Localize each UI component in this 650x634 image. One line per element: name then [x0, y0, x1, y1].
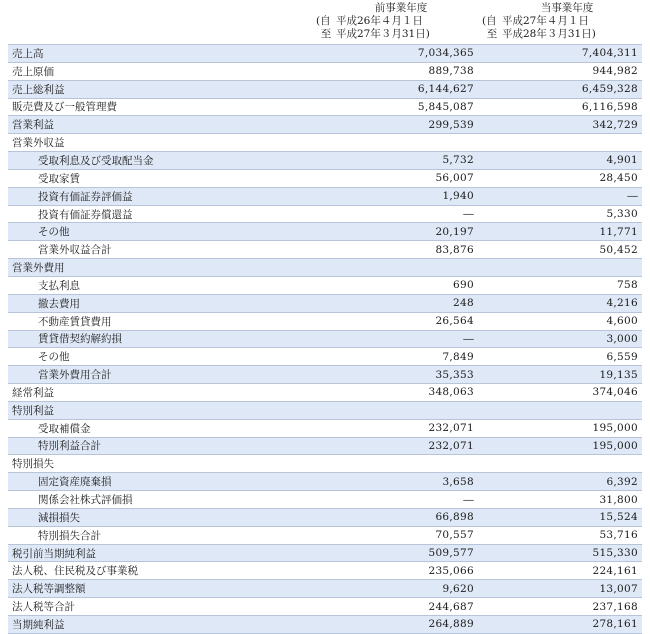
prev-year-value: 35,353: [314, 366, 484, 384]
curr-year-value: 374,046: [484, 384, 642, 402]
prev-year-value: 1,940: [314, 187, 484, 205]
table-row: [8, 366, 642, 384]
curr-year-value: [484, 134, 642, 152]
prev-year-value: 66,898: [314, 508, 484, 526]
row-label: 法人税等調整額: [8, 580, 314, 598]
row-label: 減損損失: [8, 508, 314, 526]
curr-to-key: 至: [486, 28, 498, 40]
table-row: [8, 312, 642, 330]
statement-table: [8, 44, 642, 634]
row-label: 法人税等合計: [8, 598, 314, 616]
table-row: [8, 544, 642, 562]
prev-year-value: 70,557: [314, 526, 484, 544]
curr-year-value: 53,716: [484, 526, 642, 544]
row-label: 売上原価: [8, 62, 314, 80]
row-label: 賃貸借契約解約損: [8, 330, 314, 348]
period-header: [0, 0, 650, 44]
table-row: [8, 187, 642, 205]
curr-year-value: 6,392: [484, 473, 642, 491]
row-label: 税引前当期純利益: [8, 544, 314, 562]
prev-year-value: 5,845,087: [314, 98, 484, 116]
curr-year-value: [484, 259, 642, 277]
row-label: 受取家賃: [8, 169, 314, 187]
curr-year-value: 4,600: [484, 312, 642, 330]
table-row: [8, 116, 642, 134]
table-row: [8, 45, 642, 63]
table-row: [8, 348, 642, 366]
curr-year-value: 3,000: [484, 330, 642, 348]
table-row: [8, 205, 642, 223]
table-row: [8, 491, 642, 509]
row-label: 受取利息及び受取配当金: [8, 152, 314, 170]
table-row: [8, 134, 642, 152]
prev-year-value: 690: [314, 276, 484, 294]
curr-period-to: [482, 28, 642, 41]
table-row: [8, 384, 642, 402]
curr-year-value: 278,161: [484, 616, 642, 634]
prev-year-value: ―: [314, 205, 484, 223]
curr-year-value: 19,135: [484, 366, 642, 384]
curr-year-value: 5,330: [484, 205, 642, 223]
curr-year-value: 195,000: [484, 437, 642, 455]
curr-year-value: 237,168: [484, 598, 642, 616]
prev-year-value: 248: [314, 294, 484, 312]
curr-year-value: 11,771: [484, 223, 642, 241]
curr-year-value: 4,901: [484, 152, 642, 170]
row-label: 特別利益合計: [8, 437, 314, 455]
curr-period-header: [482, 2, 642, 41]
row-label: 営業外収益: [8, 134, 314, 152]
prev-period-header: [316, 2, 476, 41]
statement-body: [8, 45, 642, 634]
prev-year-value: ―: [314, 330, 484, 348]
row-label: その他: [8, 223, 314, 241]
prev-year-value: 232,071: [314, 437, 484, 455]
prev-year-value: 26,564: [314, 312, 484, 330]
prev-to-key: 至: [320, 28, 332, 40]
prev-year-value: [314, 134, 484, 152]
table-row: [8, 437, 642, 455]
table-row: [8, 473, 642, 491]
row-label: 営業外収益合計: [8, 241, 314, 259]
row-label: 営業外費用合計: [8, 366, 314, 384]
row-label: 営業外費用: [8, 259, 314, 277]
prev-period-from: [316, 15, 476, 28]
row-label: 関係会社株式評価損: [8, 491, 314, 509]
table-row: [8, 562, 642, 580]
prev-year-value: 889,738: [314, 62, 484, 80]
prev-year-value: 235,066: [314, 562, 484, 580]
row-label: 特別損失: [8, 455, 314, 473]
prev-to-date: 平成27年３月31日): [336, 28, 430, 40]
prev-year-value: 264,889: [314, 616, 484, 634]
row-label: 特別利益: [8, 401, 314, 419]
table-row: [8, 330, 642, 348]
row-label: 販売費及び一般管理費: [8, 98, 314, 116]
table-row: [8, 241, 642, 259]
prev-from-date: 平成26年４月１日: [336, 15, 423, 27]
curr-year-value: 6,459,328: [484, 80, 642, 98]
table-row: [8, 80, 642, 98]
prev-year-value: 6,144,627: [314, 80, 484, 98]
curr-year-value: 6,116,598: [484, 98, 642, 116]
curr-from-date: 平成27年４月１日: [502, 15, 589, 27]
row-label: 投資有価証券償還益: [8, 205, 314, 223]
curr-period-from: [482, 15, 642, 28]
table-row: [8, 62, 642, 80]
row-label: 固定資産廃棄損: [8, 473, 314, 491]
prev-year-value: 3,658: [314, 473, 484, 491]
table-row: [8, 223, 642, 241]
row-label: 支払利息: [8, 276, 314, 294]
row-label: 当期純利益: [8, 616, 314, 634]
curr-period-title: 当事業年度: [540, 2, 594, 14]
curr-year-value: ―: [484, 187, 642, 205]
table-row: [8, 526, 642, 544]
prev-year-value: 232,071: [314, 419, 484, 437]
curr-year-value: 31,800: [484, 491, 642, 509]
curr-year-value: [484, 401, 642, 419]
curr-year-value: 4,216: [484, 294, 642, 312]
curr-year-value: 13,007: [484, 580, 642, 598]
prev-year-value: 348,063: [314, 384, 484, 402]
table-row: [8, 419, 642, 437]
table-row: [8, 152, 642, 170]
prev-year-value: 20,197: [314, 223, 484, 241]
prev-year-value: [314, 401, 484, 419]
table-row: [8, 580, 642, 598]
row-label: その他: [8, 348, 314, 366]
prev-period-title: 前事業年度: [374, 2, 428, 14]
table-row: [8, 455, 642, 473]
prev-year-value: 509,577: [314, 544, 484, 562]
table-row: [8, 169, 642, 187]
table-row: [8, 598, 642, 616]
curr-year-value: 342,729: [484, 116, 642, 134]
row-label: 経常利益: [8, 384, 314, 402]
prev-year-value: 7,034,365: [314, 45, 484, 63]
prev-year-value: 244,687: [314, 598, 484, 616]
table-row: [8, 98, 642, 116]
curr-year-value: [484, 455, 642, 473]
prev-period-to: [316, 28, 476, 41]
table-row: [8, 401, 642, 419]
prev-year-value: 56,007: [314, 169, 484, 187]
curr-year-value: 515,330: [484, 544, 642, 562]
curr-year-value: 7,404,311: [484, 45, 642, 63]
row-label: 法人税、住民税及び事業税: [8, 562, 314, 580]
row-label: 特別損失合計: [8, 526, 314, 544]
curr-from-key: (自: [482, 15, 497, 27]
prev-year-value: 7,849: [314, 348, 484, 366]
curr-year-value: 224,161: [484, 562, 642, 580]
table-row: [8, 276, 642, 294]
prev-year-value: 83,876: [314, 241, 484, 259]
table-row: [8, 616, 642, 634]
row-label: 不動産賃貸費用: [8, 312, 314, 330]
prev-year-value: 9,620: [314, 580, 484, 598]
prev-year-value: 5,732: [314, 152, 484, 170]
curr-year-value: 944,982: [484, 62, 642, 80]
curr-year-value: 195,000: [484, 419, 642, 437]
row-label: 受取補償金: [8, 419, 314, 437]
prev-year-value: ―: [314, 491, 484, 509]
curr-year-value: 50,452: [484, 241, 642, 259]
prev-year-value: [314, 259, 484, 277]
row-label: 売上総利益: [8, 80, 314, 98]
curr-year-value: 758: [484, 276, 642, 294]
prev-year-value: 299,539: [314, 116, 484, 134]
row-label: 撤去費用: [8, 294, 314, 312]
curr-year-value: 15,524: [484, 508, 642, 526]
curr-year-value: 28,450: [484, 169, 642, 187]
curr-to-date: 平成28年３月31日): [502, 28, 596, 40]
curr-year-value: 6,559: [484, 348, 642, 366]
row-label: 営業利益: [8, 116, 314, 134]
table-row: [8, 294, 642, 312]
prev-year-value: [314, 455, 484, 473]
row-label: 投資有価証券評価益: [8, 187, 314, 205]
row-label: 売上高: [8, 45, 314, 63]
table-row: [8, 508, 642, 526]
prev-from-key: (自: [316, 15, 331, 27]
table-row: [8, 259, 642, 277]
